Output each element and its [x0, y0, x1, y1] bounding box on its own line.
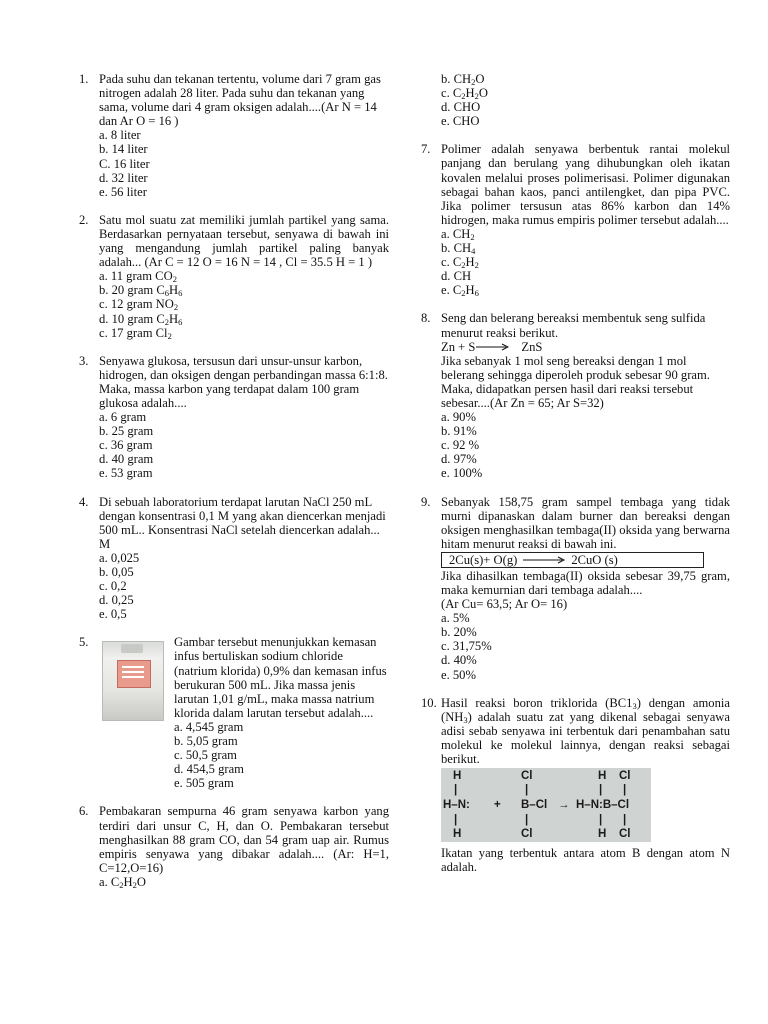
question-3 — [79, 354, 389, 481]
option-d[interactable]: d. CH — [441, 269, 472, 284]
option-d[interactable]: d. 32 liter — [99, 170, 148, 185]
option-e[interactable]: e. $C_2H_6$ — [441, 283, 479, 299]
question-stem-continued: Jika sebanyak 1 mol seng bereaksi dengan 1 mol belerang sehingga diperoleh produk sebesar 90 gram. Maka, didapatkan persen hasil dari reaksi tersebut sebesar....(Ar Zn = 65; Ar S=32) — [441, 353, 710, 410]
option-d[interactable]: d. CHO — [441, 100, 481, 115]
option-a[interactable]: a. 0,025 — [99, 550, 140, 565]
question-9 — [421, 495, 730, 682]
atomic-mass-note: (Ar Cu= 63,5; Ar O= 16) — [441, 597, 568, 612]
option-c[interactable]: C. 16 liter — [99, 156, 150, 171]
answer-options — [99, 269, 389, 339]
question-stem: Pada suhu dan tekanan tertentu, volume dari 7 gram gas nitrogen adalah 28 liter. Pada suhu dan tekanan yang sama, volume dari 4 gram oksigen adalah....(Ar N = 14 dan Ar O = 16 ) — [99, 72, 381, 129]
question-number: 2. — [79, 212, 89, 227]
reaction-equation-box — [441, 552, 704, 568]
answer-options — [99, 128, 389, 198]
option-c[interactable]: c. 12 gram $NO_2$ — [99, 297, 179, 313]
option-b[interactable]: b. 20% — [441, 625, 477, 640]
question-stem: Pembakaran sempurna 46 gram senyawa karbon yang terdiri dari unsur C, H, dan O. Pembakaran tersebut menghasilkan 88 gram CO, dan 54 gram uap air. Rumus empiris senyawa yang dibakar adalah.... (Ar: H=1, C=12,O=16) — [99, 804, 389, 875]
option-c[interactable]: c. 92 % — [441, 438, 480, 453]
question-stem: Satu mol suatu zat memiliki jumlah partikel yang sama. Berdasarkan pernyataan tersebut, senyawa di bawah ini yang mengandung jumlah partikel paling banyak adalah... (Ar C = 12 O = 16 N = 14 , Cl = 35.5 H = 1 ) — [99, 212, 389, 270]
option-d[interactable]: d. 454,5 gram — [174, 762, 244, 777]
question-stem: Gambar tersebut menunjukkan kemasan infus bertuliskan sodium chloride (natrium klorida) 0,9% dan kemasan infus berukuran 500 mL. Jika massa jenis larutan 1,01 g/mL, maka massa natrium klorida dalam larutan tersebut adalah.... — [174, 635, 387, 720]
option-e[interactable]: e. 100% — [441, 466, 483, 481]
option-b[interactable]: b. 14 liter — [99, 142, 148, 157]
reaction-arrow-icon — [475, 342, 511, 352]
option-c[interactable]: c. 0,2 — [99, 579, 127, 594]
reactants: Zn + S — [441, 339, 476, 354]
option-d[interactable]: d. 40% — [441, 653, 477, 668]
option-b[interactable]: b. 91% — [441, 424, 477, 439]
question-number: 6. — [79, 804, 89, 819]
question-stem: Hasil reaksi boron triklorida $(BC1_3)$ dengan amonia $(NH_3)$ adalah suatu zat yang dikenal sebagai senyawa adisi sebab senyawa ini terbentuk dari penambahan satu molekul ke molekul lainnya, dengan reaksi sebagai berikut. — [441, 695, 730, 767]
option-d[interactable]: d. 97% — [441, 452, 477, 467]
question-7 — [421, 142, 730, 297]
answer-options — [174, 720, 389, 790]
question-number: 7. — [421, 142, 431, 157]
question-stem: Di sebuah laboratorium terdapat larutan NaCl 250 mL dengan konsentrasi 0,1 M yang akan diencerkan menjadi 500 mL.. Konsentrasi NaCl setelah diencerkan adalah... M — [99, 494, 386, 551]
question-stem-continued: Jika dihasilkan tembaga(II) oksida sebesar 39,75 gram, maka kemurnian dari tembaga adalah.... — [441, 568, 730, 597]
option-b[interactable]: b. $CH_4$ — [441, 241, 476, 257]
question-8 — [421, 311, 730, 480]
question-stem: Senyawa glukosa, tersusun dari unsur-unsur karbon, hidrogen, dan oksigen dengan perbandingan massa 6:1:8. Maka, massa karbon yang terdapat dalam 100 gram glukosa adalah.... — [99, 353, 388, 410]
option-e[interactable]: e. 0,5 — [99, 607, 127, 622]
answer-options — [441, 611, 730, 681]
question-number: 3. — [79, 353, 89, 368]
question-2 — [79, 213, 389, 340]
question-4 — [79, 495, 389, 622]
option-b[interactable]: b. 20 gram $C_6H_6$ — [99, 283, 183, 299]
answer-options — [99, 551, 389, 621]
option-b[interactable]: b. 25 gram — [99, 424, 154, 439]
option-c[interactable]: c. 50,5 gram — [174, 748, 237, 763]
question-10 — [421, 696, 730, 875]
reaction-arrow-icon — [521, 555, 567, 565]
option-c[interactable]: c. 36 gram — [99, 438, 153, 453]
option-b[interactable]: b. 0,05 — [99, 565, 134, 579]
option-a[interactable]: a. 11 gram $CO_2$ — [99, 269, 177, 285]
question-stem-continued: Ikatan yang terbentuk antara atom B dengan atom N adalah. — [441, 846, 730, 875]
option-d[interactable]: d. 40 gram — [99, 452, 154, 467]
option-c[interactable]: c. $C_2H_2O$ — [441, 86, 489, 102]
products: 2CuO (s) — [571, 552, 618, 567]
option-e[interactable]: c. 17 gram $Cl_2$ — [99, 325, 172, 341]
option-a[interactable]: a. $CH_2$ — [441, 226, 475, 242]
option-c[interactable]: c. $C_2H_2$ — [441, 255, 479, 271]
option-e[interactable]: e. 50% — [441, 667, 476, 682]
question-number: 9. — [421, 494, 431, 509]
option-c[interactable]: c. 31,75% — [441, 639, 492, 654]
question-stem: Seng dan belerang bereaksi membentuk seng sulfida menurut reaksi berikut. — [441, 311, 706, 340]
option-a[interactable]: a. 5% — [441, 611, 470, 626]
question-6-continued — [421, 72, 730, 128]
reaction-equation — [441, 340, 730, 354]
answer-options — [99, 410, 389, 480]
option-a[interactable]: a. 4,545 gram — [174, 719, 244, 734]
option-e[interactable]: e. CHO — [441, 114, 480, 129]
question-5 — [79, 635, 389, 790]
question-6 — [79, 804, 389, 889]
question-number: 4. — [79, 494, 89, 509]
right-column — [421, 72, 730, 874]
option-e[interactable]: e. 505 gram — [174, 776, 234, 791]
answer-options — [99, 875, 389, 889]
option-a[interactable]: a. 6 gram — [99, 410, 147, 425]
question-stem: Sebanyak 158,75 gram sampel tembaga yang tidak murni dipanaskan dalam burner dan bereaksi dengan oksigen menghasilkan tembaga(II) oksida yang berwarna hitam menurut reaksi di bawah ini. — [441, 494, 730, 551]
question-number: 8. — [421, 311, 431, 326]
option-e[interactable]: e. 53 gram — [99, 466, 153, 481]
question-number: 10. — [421, 695, 437, 710]
option-a[interactable]: a. $C_2H_2O$ — [99, 874, 147, 890]
option-a[interactable]: a. 8 liter — [99, 128, 141, 143]
option-d[interactable]: d. 10 gram $C_2H_6$ — [99, 311, 183, 327]
option-b[interactable]: b. 5,05 gram — [174, 734, 238, 749]
question-stem: Polimer adalah senyawa berbentuk rantai molekul panjang dan berulang yang dihubungkan oleh ikatan kovalen melalui proses polimerisasi. Polimer digunakan sebagai bahan kaos, panci antilengket, dan pipa PVC. Jika polimer tersusun atas 86% karbon dan 14% hidrogen, maka rumus empiris polimer tersebut adalah.... — [441, 142, 730, 227]
reactants: 2Cu(s)+ O(g) — [449, 552, 518, 567]
answer-options — [441, 227, 730, 297]
option-a[interactable]: a. 90% — [441, 410, 476, 425]
option-d[interactable]: d. 0,25 — [99, 593, 134, 608]
left-column — [79, 72, 389, 889]
question-number: 5. — [79, 635, 89, 650]
iv-bag-photo — [102, 641, 164, 721]
answer-options — [441, 410, 730, 480]
question-number: 1. — [79, 72, 89, 86]
question-1 — [79, 72, 389, 199]
option-e[interactable]: e. 56 liter — [99, 184, 147, 199]
products: ZnS — [521, 339, 543, 354]
option-b[interactable]: b. $CH_2O$ — [441, 72, 485, 87]
lewis-structure-image: H Cl H Cl | | | | H–N: + B–Cl → H–N:B–Cl | | | | H Cl H Cl — [441, 768, 651, 842]
answer-options — [441, 72, 730, 128]
